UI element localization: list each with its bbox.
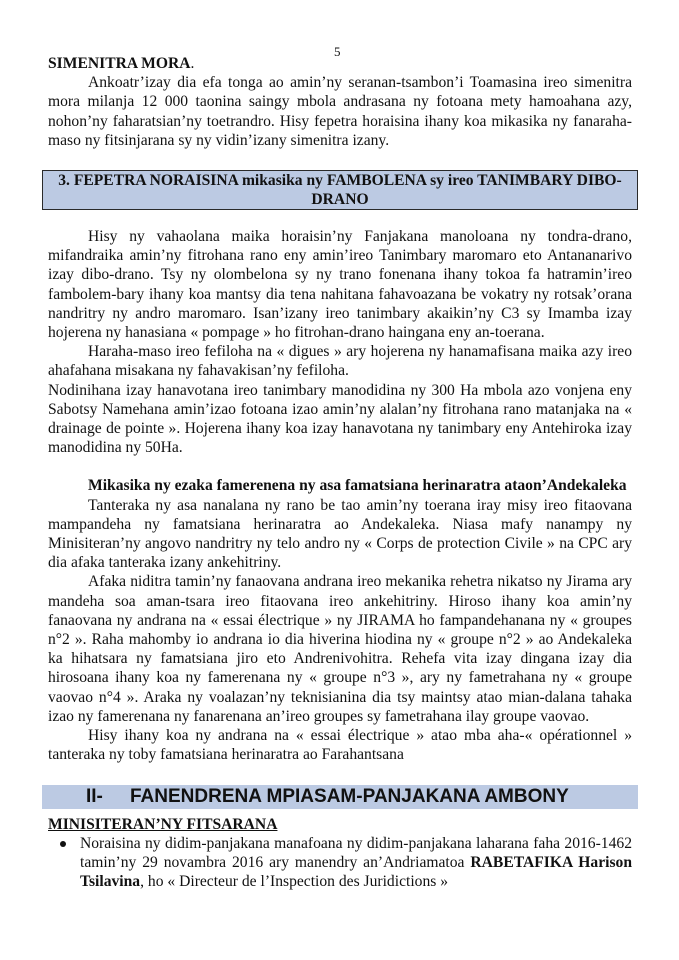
andekaleka-paragraph-1: Tanteraka ny asa nanalana ny rano be tao amin’ny toerana iray misy ireo fitaovana mampandeha ny famatsiana herinaratra ao Andekaleka. Niasa mafy nanampy ny Minisiteran’ny angovo nandritry ny telo andro ny « Corps de protection Civile » na CPC ary dia afaka tanteraka izany ankehitriny. (48, 496, 632, 572)
page-number: 5 (334, 44, 341, 59)
simenitra-heading-text: SIMENITRA MORA (48, 55, 191, 72)
section-3-paragraph-2: Haraha-maso ireo fefiloha na « digues » ary hojerena ny hanamafisana maika azy ireo ahafahana misakana ny fahavakisan’ny fefiloha. (48, 343, 632, 380)
andekaleka-heading: Mikasika ny ezaka famerenena ny asa famatsiana herinaratra ataon’Andekaleka (88, 477, 627, 495)
part-2-title: FANENDRENA MPIASAM-PANJAKANA AMBONY (130, 785, 569, 807)
part-2-heading (42, 785, 638, 809)
simenitra-heading-punct: . (190, 55, 195, 72)
bullet-icon (60, 841, 66, 847)
section-3-paragraph-3: Nodinihana izay hanavotana ireo tanimbary manodidina ny 300 Ha mbola azo vonjena eny Sabotsy Namehana amin’izao fotoana izao amin’ny alalan’ny fitrohana rano matanjaka na « drainage de pointe ». Hojerena ihany koa izay hanavotana ny tanimbary eny Antehiroka izay manodidina ny 50Ha. (48, 381, 632, 457)
appointee-name: RABETAFIKA Harison Tsilavina (80, 853, 632, 891)
simenitra-heading (48, 54, 632, 73)
part-2-number: II- (86, 785, 103, 807)
document-body (48, 54, 632, 891)
section-3-paragraph-1: Hisy ny vahaolana maika horaisin’ny Fanjakana manoloana ny tondra-drano, mifandraika amin’ny fitrohana rano eny amin’ireo Tanimbary maromaro eto Antananarivo izay dibo-drano. Tsy ny olombelona sy ny trano fonenana ihany tokoa fa hatramin’ireo fambolem-bary ihany koa mantsy dia tena nahitana fahavoazana be vokatry ny rotsak’orana nandritry ny andro maromaro. Isan’izany ireo tanimbary akaikin’ny C3 sy Imamba izay hojerena ny hanasiana « pompage » ho fitrohan-drano haingana eny an-toerana. (48, 228, 632, 342)
appointment-list-item (48, 834, 632, 892)
appointment-text-before: Noraisina ny didim-panjakana manafoana ny didim-panjakana laharana faha 2016-1462 tamin’ny 29 novambra 2016 ary manendry an’Andriamatoa (80, 834, 632, 871)
appointment-text-after: , ho « Directeur de l’Inspection des Juridictions » (140, 873, 449, 891)
andekaleka-paragraph-3: Hisy ihany koa ny andrana na « essai électrique » atao mba aha-« opérationnel » tanteraka ny toby famatsiana herinaratra ao Farahantsana (48, 727, 632, 764)
simenitra-paragraph: Ankoatr’izay dia efa tonga ao amin’ny seranan-tsambon’i Toamasina ireo simenitra mora milanja 12 000 taonina saingy mbola andrasana ny fotoana mety hamoahana azy, nohon’ny faharatsian’ny toetrandro. Hisy fepetra horaisina ihany koa mikasika ny fanaraha-maso ny fitsinjarana sy ny vidin’izany simenitra izany. (48, 74, 632, 149)
section-3-title: 3. FEPETRA NORAISINA mikasika ny FAMBOLENA sy ireo TANIMBARY DIBO-DRANO (42, 170, 638, 210)
andekaleka-paragraph-2: Afaka niditra tamin’ny fanaovana andrana ireo mekanika rehetra nikatso ny Jirama ary mandeha soa aman-tsara ireo fitaovana ireo ankehitriny. Hiroso ihany koa amin’ny fanaovana ny andrana na « essai électrique » ny JIRAMA ho fampandehanana ny « groupes n°2 ». Raha mahomby io andrana io dia hiverina hiodina ny « groupe n°2 » ao Andekaleka ka hihatsara ny famatsiana jiro eto Andrenivohitra. Rehefa vita izay dingana izay dia hirosoana ihany koa ny famerenana ny « groupe n°3 », ary ny fametrahana ny « groupe vaovao n°4 ». Araka ny voalazan’ny teknisianina dia tsy maintsy atao mian-dalana tahaka izao ny famerenana ny fanarenana an’ireo groupes sy fametrahana ilay groupe vaovao. (48, 573, 632, 725)
ministry-heading: MINISITERAN’NY FITSARANA (48, 815, 278, 833)
